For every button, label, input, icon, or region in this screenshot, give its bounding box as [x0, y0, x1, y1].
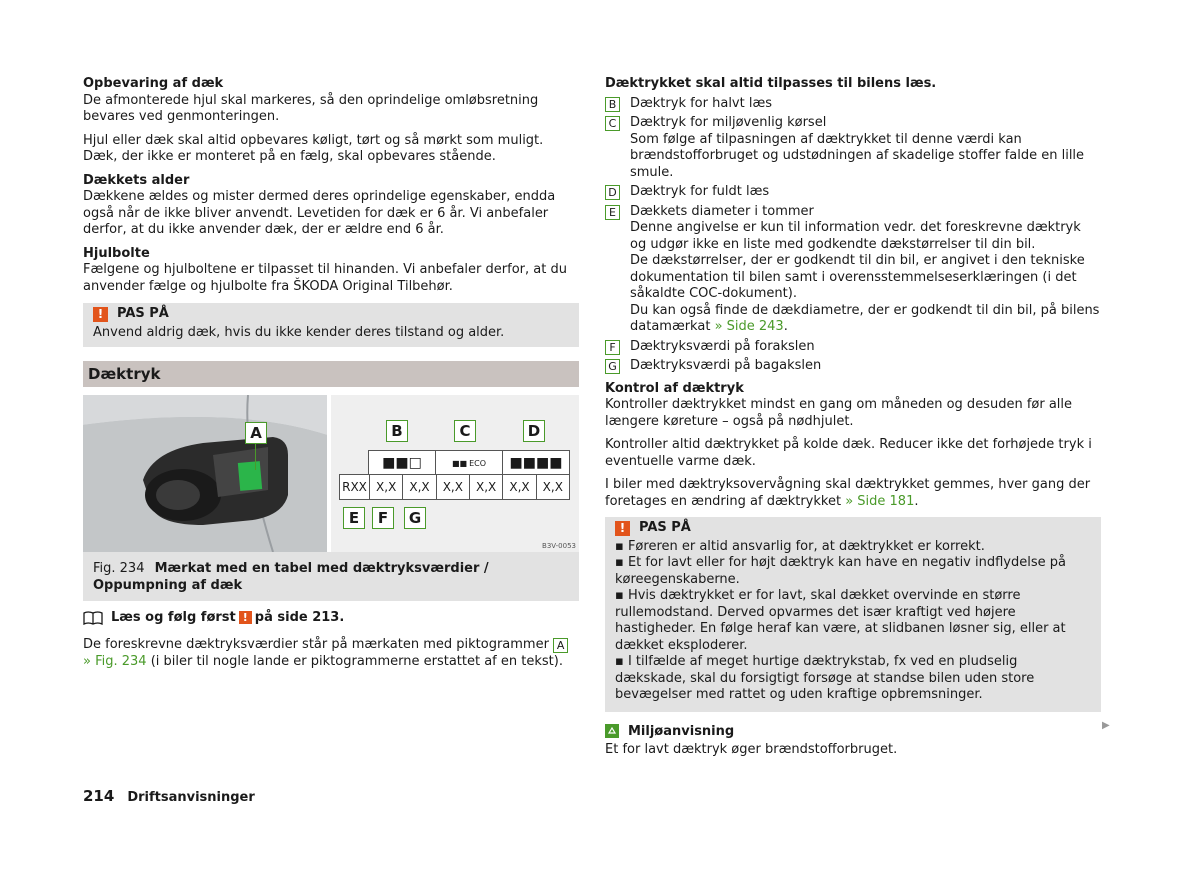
list-item-text: Dæktryksværdi på forakslen	[630, 338, 815, 354]
bullet-text: Føreren er altid ansvarlig for, at dæktrykket er korrekt.	[627, 538, 985, 554]
warning-bullet: ▪ Føreren er altid ansvarlig for, at dæktrykket er korrekt.	[615, 538, 985, 554]
label-box: E	[605, 205, 620, 220]
figure-caption	[83, 552, 579, 601]
label-box-a: A	[553, 638, 568, 653]
warning-title: PAS PÅ	[639, 520, 691, 535]
read-first-page: på side 213.	[254, 610, 345, 625]
warning-header	[615, 520, 1091, 537]
list-item	[605, 339, 1101, 356]
callout-d: D	[523, 420, 545, 442]
label-box: C	[605, 116, 620, 131]
list-item-text: Dæktryk for miljøvenlig kørsel	[630, 115, 827, 130]
list-item	[605, 204, 1101, 336]
list-item-subtext	[630, 303, 1101, 336]
list-item-text: Dæktryk for halvt læs	[630, 95, 772, 111]
page-number: 214	[83, 787, 115, 805]
book-icon	[83, 611, 103, 625]
bolts-paragraph: Fælgene og hjulboltene er tilpasset til hinanden. Vi anbefaler derfor, at du anvender fælge og hjulbolte fra ŠKODA Original Tilbehør.	[83, 262, 567, 294]
environment-note-header	[605, 724, 1101, 739]
warning-text: Anvend aldrig dæk, hvis du ikke kender deres tilstand og alder.	[93, 324, 505, 340]
chapter-title: Driftsanvisninger	[127, 790, 255, 805]
callout-e: E	[343, 507, 365, 529]
warning-bullet: ▪ Hvis dæktrykket er for lavt, skal dækket overvinde en større rullemodstand. Derved opvarmes det især kraftigt ved højere hastigheder. En følge heraf kan være, at slidbanen løsner sig, eller at dækket eksploderer.	[615, 588, 1066, 653]
bolts-heading: Hjulbolte	[83, 245, 150, 261]
tire-pressure-label	[331, 395, 579, 552]
warning-icon: !	[615, 521, 630, 536]
list-item-text: Dæktryk for fuldt læs	[630, 184, 770, 199]
recycle-icon	[605, 724, 619, 738]
bullet-text: Et for lavt eller for højt dæktryk kan have en negativ indflydelse på køreegenskaberne.	[615, 555, 1066, 587]
right-column	[605, 76, 1101, 765]
left-column	[83, 76, 579, 677]
bullet-text: I tilfælde af meget hurtige dæktrykstab, fx ved en pludselig dækskade, skal du forsigtigt forsøge at standse bilen uden store bevægelser med rattet og uden kraftige opbremsninger.	[615, 654, 1035, 702]
figure-code: B3V-0053	[542, 542, 576, 550]
list-item-subtext: Som følge af tilpasningen af dæktrykket til denne værdi kan brændstofforbruget og udstødningen af skadelige stoffer falde en lille smule.	[630, 131, 1085, 180]
age-heading: Dækkets alder	[83, 172, 190, 188]
read-first-note	[83, 610, 579, 625]
list-item	[605, 358, 1101, 375]
read-first-text: Læs og følg først	[111, 610, 236, 625]
list-item-text: Dæktryksværdi på bagakslen	[630, 358, 822, 373]
half-load-pictogram: ■■□	[369, 451, 436, 475]
storage-paragraph-2: Hjul eller dæk skal altid opbevares køligt, tørt og så mørkt som muligt. Dæk, der ikke er monteret på en fælg, skal opbevares stående.	[83, 132, 544, 164]
warning-box	[83, 303, 579, 347]
fuel-door-photo	[83, 395, 327, 552]
check-text: I biler med dæktryksovervågning skal dæktrykket gemmes, hver gang der foretages en ændring af dæktrykket	[605, 477, 1091, 509]
page-link[interactable]: » Side 181	[845, 493, 915, 509]
age-paragraph: Dækkene ældes og mister dermed deres oprindelige egenskaber, endda også når de ikke bliver anvendt. Levetiden for dæk er 6 år. Vi anbefaler derfor, at du ikke anvender dæk, der er ældre end 6 år.	[83, 189, 556, 237]
warning-icon: !	[93, 307, 108, 322]
cell-value: X,X	[370, 475, 403, 499]
cell-value: X,X	[437, 475, 470, 499]
check-heading: Kontrol af dæktryk	[605, 380, 744, 396]
label-box: D	[605, 185, 620, 200]
bullet-text: Hvis dæktrykket er for lavt, skal dækket overvinde en større rullemodstand. Derved opvarmes det især kraftigt ved højere hastigheder. En følge heraf kan være, at slidbanen løsner sig, eller at dækket eksploderer.	[615, 588, 1066, 653]
page-link[interactable]: » Side 243	[714, 319, 784, 334]
period: .	[783, 319, 788, 334]
warning-title: PAS PÅ	[117, 306, 169, 321]
intro-paragraph	[83, 637, 579, 670]
cell-value: X,X	[542, 480, 563, 494]
warning-bullet: ▪ I tilfælde af meget hurtige dæktrykstab, fx ved en pludselig dækskade, skal du forsigtigt forsøge at standse bilen uden store bevægelser med rattet og uden kraftige opbremsninger.	[615, 654, 1035, 702]
warning-icon: !	[239, 611, 252, 624]
cell-diameter: RXX	[340, 475, 370, 499]
caption-prefix: Fig. 234	[93, 561, 145, 576]
next-page-arrow-icon[interactable]: ▶	[1102, 720, 1110, 731]
figure-link[interactable]: » Fig. 234	[83, 653, 147, 669]
callout-line-a	[255, 444, 256, 470]
datamark-text: Du kan også finde de dækdiametre, der er godkendt til din bil, på bilens datamærkat	[630, 302, 1100, 334]
intro-text-end: (i biler til nogle lande er piktogrammerne erstattet af en tekst).	[150, 653, 563, 669]
warning-box	[605, 517, 1101, 712]
check-paragraph-1: Kontroller dæktrykket mindst en gang om måneden og desuden før alle længere køreture – også på nødhjulet.	[605, 397, 1073, 429]
label-box: G	[605, 359, 620, 374]
list-item	[605, 115, 1101, 181]
warning-bullet: ▪ Et for lavt eller for højt dæktryk kan have en negativ indflydelse på køreegenskaberne.	[615, 555, 1066, 587]
callout-b: B	[386, 420, 408, 442]
label-box: F	[605, 340, 620, 355]
list-item	[605, 184, 1101, 201]
callout-g: G	[404, 507, 426, 529]
pictogram-row	[368, 450, 570, 475]
page-footer	[83, 787, 255, 805]
adjust-heading: Dæktrykket skal altid tilpasses til bilens læs.	[605, 76, 937, 91]
figure-234	[83, 395, 579, 552]
label-box: B	[605, 97, 620, 112]
intro-text: De foreskrevne dæktryksværdier står på mærkaten med piktogrammer	[83, 637, 549, 652]
cell-value: X,X	[403, 475, 436, 499]
storage-paragraph-1: De afmonterede hjul skal markeres, så den oprindelige omløbsretning bevares ved genmonteringen.	[83, 92, 539, 124]
callout-f: F	[372, 507, 394, 529]
eco-pictogram: ■■ ECO	[436, 451, 503, 475]
environment-title: Miljøanvisning	[628, 723, 735, 739]
eco-label: ECO	[469, 458, 487, 468]
callout-a: A	[245, 422, 267, 444]
full-load-pictogram: ■■■■	[509, 455, 563, 471]
check-paragraph-3	[605, 477, 1101, 510]
cell-value: X,X	[470, 475, 503, 499]
environment-text: Et for lavt dæktryk øger brændstofforbruget.	[605, 741, 898, 757]
cell-value: X,X	[503, 475, 536, 499]
warning-header	[93, 306, 569, 323]
list-item-subtext: De dækstørrelser, der er godkendt til din bil, er angivet i den tekniske dokumentation til bilen samt i overensstemmelseserklæringen (i det såkaldte COC-dokument).	[630, 253, 1085, 301]
list-item-subtext: Denne angivelse er kun til information vedr. det foreskrevne dæktryk og udgør ikke en liste med godkendte dækstørrelser til din bil.	[630, 220, 1081, 252]
period: .	[914, 493, 919, 509]
caption-text: Mærkat med en tabel med dæktryksværdier / Oppumpning af dæk	[93, 561, 489, 593]
section-title: Dæktryk	[83, 361, 579, 387]
list-item	[605, 96, 1101, 113]
storage-heading: Opbevaring af dæk	[83, 76, 224, 91]
callout-c: C	[454, 420, 476, 442]
check-paragraph-2: Kontroller altid dæktrykket på kolde dæk. Reducer ikke det forhøjede tryk i eventuelle varme dæk.	[605, 437, 1092, 469]
list-item-text: Dækkets diameter i tommer	[630, 203, 814, 219]
value-row	[339, 474, 570, 500]
